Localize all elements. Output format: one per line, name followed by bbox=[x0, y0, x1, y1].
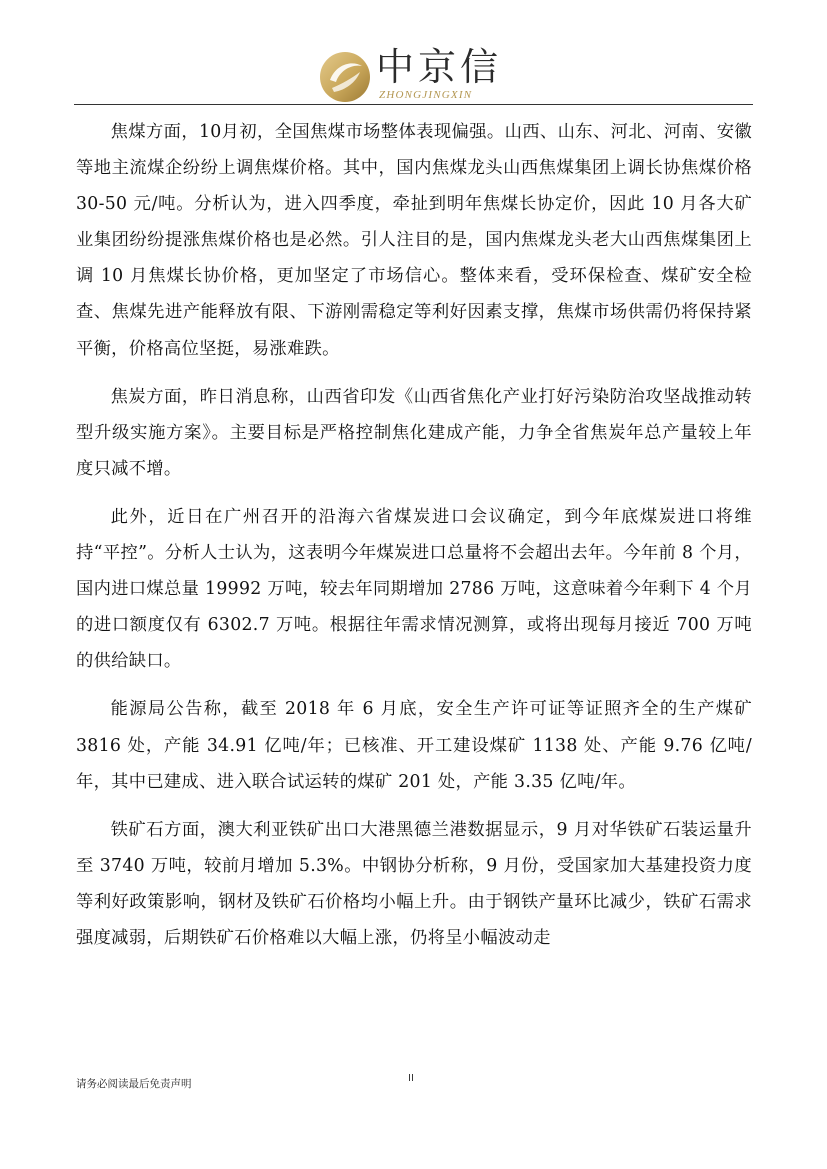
paragraph-iron-ore: 铁矿石方面，澳大利亚铁矿出口大港黑德兰港数据显示，9 月对华铁矿石装运量升至 3740 万吨，较前月增加 5.3%。中钢协分析称，9 月份，受国家加大基建投资力度等利好政策影响，钢材及铁矿石价格均小幅上升。由于钢铁产量环比减少，铁矿石需求强度减弱，后期铁矿石价格难以大幅上涨，仍将呈小幅波动走 bbox=[76, 819, 752, 948]
paragraph-coal-import: 此外，近日在广州召开的沿海六省煤炭进口会议确定，到今年底煤炭进口将维持“平控”。分析人士认为，这表明今年煤炭进口总量将不会超出去年。今年前 8 个月，国内进口煤总量 19992 万吨，较去年同期增加 2786 万吨，这意味着今年剩下 4 个月的进口额度仅有 6302.7 万吨。根据往年需求情况测算，或将出现每月接近 700 万吨的供给缺口。 bbox=[76, 506, 752, 672]
header-divider bbox=[74, 104, 753, 105]
paragraph-coking-coal: 焦煤方面，10月初，全国焦煤市场整体表现偏强。山西、山东、河北、河南、安徽等地主流煤企纷纷上调焦煤价格。其中，国内焦煤龙头山西焦煤集团上调长协焦煤价格 30-50 元/吨。分析认为，进入四季度，牵扯到明年焦煤长协定价，因此 10 月各大矿业集团纷纷提涨焦煤价格也是必然。引人注目的是，国内焦煤龙头老大山西焦煤集团上调 10 月焦煤长协价格，更加坚定了市场信心。整体来看，受环保检查、煤矿安全检查、焦煤先进产能释放有限、下游刚需稳定等利好因素支撑，焦煤市场供需仍将保持紧平衡，价格高位坚挺，易涨难跌。 bbox=[76, 122, 752, 359]
page-header bbox=[0, 0, 827, 110]
paragraph-energy-bureau: 能源局公告称，截至 2018 年 6 月底，安全生产许可证等证照齐全的生产煤矿 3816 处，产能 34.91 亿吨/年；已核准、开工建设煤矿 1138 处、产能 9.76 亿吨/年，其中已建成、进入联合试运转的煤矿 201 处，产能 3.35 亿吨/年。 bbox=[76, 699, 752, 792]
page-number: II bbox=[408, 1073, 414, 1084]
brand-subtitle: ZHONGJINGXIN bbox=[379, 89, 473, 101]
company-logo-icon bbox=[318, 50, 372, 104]
brand-name: 中京信 bbox=[376, 45, 503, 89]
report-body bbox=[76, 114, 752, 968]
paragraph-coke: 焦炭方面，昨日消息称，山西省印发《山西省焦化产业打好污染防治攻坚战推动转型升级实施方案》。主要目标是严格控制焦化建成产能，力争全省焦炭年总产量较上年度只减不增。 bbox=[76, 386, 752, 479]
footer-disclaimer: 请务必阅读最后免责声明 bbox=[76, 1078, 192, 1090]
